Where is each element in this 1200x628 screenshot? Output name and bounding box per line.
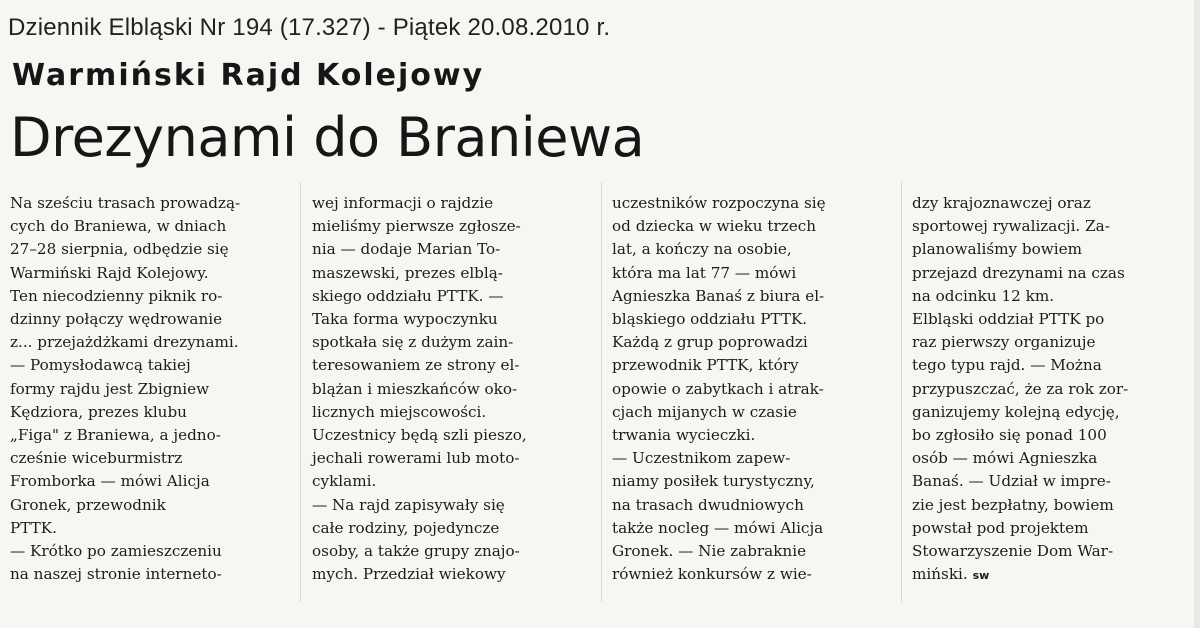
lead-line: dzinny połączy wędrowanie	[10, 310, 223, 329]
body-line: wej informacji o rajdzie	[312, 194, 494, 212]
body-line: teresowaniem ze strony el-	[312, 356, 520, 375]
article-column-2	[312, 192, 602, 586]
body-line: opowie o zabytkach i atrak-	[612, 379, 824, 398]
body-line: osoby, a także grupy znajo-	[312, 542, 520, 561]
body-line: powstał pod projektem	[912, 518, 1089, 537]
body-line: Taka forma wypoczynku	[312, 310, 498, 329]
body-line: — Pomysłodawcą takiej	[10, 356, 191, 375]
body-line: raz pierwszy organizuje	[912, 333, 1096, 352]
body-line: nia — dodaje Marian To-	[312, 240, 501, 259]
article-column-4	[912, 192, 1200, 587]
body-line: uczestników rozpoczyna się	[612, 194, 826, 212]
body-line: cjach mijanych w czasie	[612, 402, 797, 421]
body-line: — Krótko po zamieszczeniu	[10, 542, 222, 561]
body-line: Elbląski oddział PTTK po	[912, 310, 1105, 329]
lead-line: cych do Braniewa, w dniach	[10, 217, 227, 236]
body-line: na odcinku 12 km.	[912, 286, 1055, 305]
body-line: sportowej rywalizacji. Za-	[912, 217, 1110, 236]
body-line: Kędziora, prezes klubu	[10, 402, 187, 421]
article-column-3	[612, 192, 902, 586]
body-line: bo zgłosiło się ponad 100	[912, 426, 1107, 445]
body-line: na naszej stronie interneto-	[10, 565, 222, 584]
body-line: zie jest bezpłatny, bowiem	[912, 495, 1114, 514]
body-line: cyklami.	[312, 472, 377, 491]
article-kicker: Warmiński Rajd Kolejowy	[12, 58, 485, 93]
body-line: planowaliśmy bowiem	[912, 240, 1083, 259]
lead-line: z... przejażdżkami drezynami.	[10, 333, 239, 352]
lead-line: Warmiński Rajd Kolejowy.	[10, 263, 209, 282]
body-line: spotkała się z dużym zain-	[312, 333, 514, 352]
body-line: Stowarzyszenie Dom War-	[912, 542, 1114, 561]
article-headline: Drezynami do Braniewa	[10, 106, 645, 169]
body-line: całe rodziny, pojedyncze	[312, 518, 500, 537]
closing-text: miński.	[912, 565, 968, 584]
body-line: lat, a kończy na osobie,	[612, 240, 792, 259]
body-line: osób — mówi Agnieszka	[912, 449, 1098, 468]
body-line: tego typu rajd. — Można	[912, 356, 1102, 375]
body-line: Gronek, przewodnik	[10, 495, 166, 514]
body-line: Gronek. — Nie zabraknie	[612, 542, 807, 561]
column-divider	[300, 182, 301, 602]
body-line: przejazd drezynami na czas	[912, 263, 1125, 282]
body-line: przypuszczać, że za rok zor-	[912, 379, 1129, 398]
body-line: na trasach dwudniowych	[612, 495, 804, 514]
body-line-final	[912, 563, 1200, 587]
lead-line: Ten niecodzienny piknik ro-	[10, 286, 223, 305]
body-line: niamy posiłek turystyczny,	[612, 472, 815, 491]
body-line: — Na rajd zapisywały się	[312, 495, 505, 514]
body-line: Banaś. — Udział w impre-	[912, 472, 1111, 491]
body-line: Agnieszka Banaś z biura el-	[612, 286, 825, 305]
body-line: również konkursów z wie-	[612, 565, 812, 584]
body-line: przewodnik PTTK, który	[612, 356, 799, 375]
body-line: cześnie wiceburmistrz	[10, 449, 183, 468]
lead-line: 27–28 sierpnia, odbędzie się	[10, 240, 229, 259]
body-line: jechali rowerami lub moto-	[312, 449, 520, 468]
body-line: — Uczestnikom zapew-	[612, 449, 791, 468]
body-line: która ma lat 77 — mówi	[612, 263, 797, 282]
body-line: Każdą z grup poprowadzi	[612, 333, 808, 352]
body-line: maszewski, prezes elblą-	[312, 263, 503, 282]
body-line: PTTK.	[10, 518, 57, 537]
body-line: skiego oddziału PTTK. —	[312, 286, 504, 305]
body-line: blążan i mieszkańców oko-	[312, 379, 518, 398]
body-line: dzy krajoznawczej oraz	[912, 194, 1091, 212]
body-line: także nocleg — mówi Alicja	[612, 518, 824, 537]
newspaper-masthead: Dziennik Elbląski Nr 194 (17.327) - Piątek 20.08.2010 r.	[8, 14, 611, 41]
body-line: Fromborka — mówi Alicja	[10, 472, 210, 491]
body-line: Uczestnicy będą szli pieszo,	[312, 426, 527, 445]
body-line: mieliśmy pierwsze zgłosze-	[312, 217, 521, 236]
body-line: „Figa" z Braniewa, a jedno-	[10, 426, 221, 445]
lead-line: Na sześciu trasach prowadzą-	[10, 194, 241, 212]
body-line: bląskiego oddziału PTTK.	[612, 310, 808, 329]
body-line: od dziecka w wieku trzech	[612, 217, 816, 236]
body-line: trwania wycieczki.	[612, 426, 756, 445]
body-line: formy rajdu jest Zbigniew	[10, 379, 210, 398]
article-lead	[10, 192, 300, 354]
article-column-1	[10, 192, 300, 586]
author-signature: sw	[972, 569, 990, 583]
body-line: ganizujemy kolejną edycję,	[912, 402, 1120, 421]
body-line: licznych miejscowości.	[312, 402, 487, 421]
body-line: mych. Przedział wiekowy	[312, 565, 506, 584]
